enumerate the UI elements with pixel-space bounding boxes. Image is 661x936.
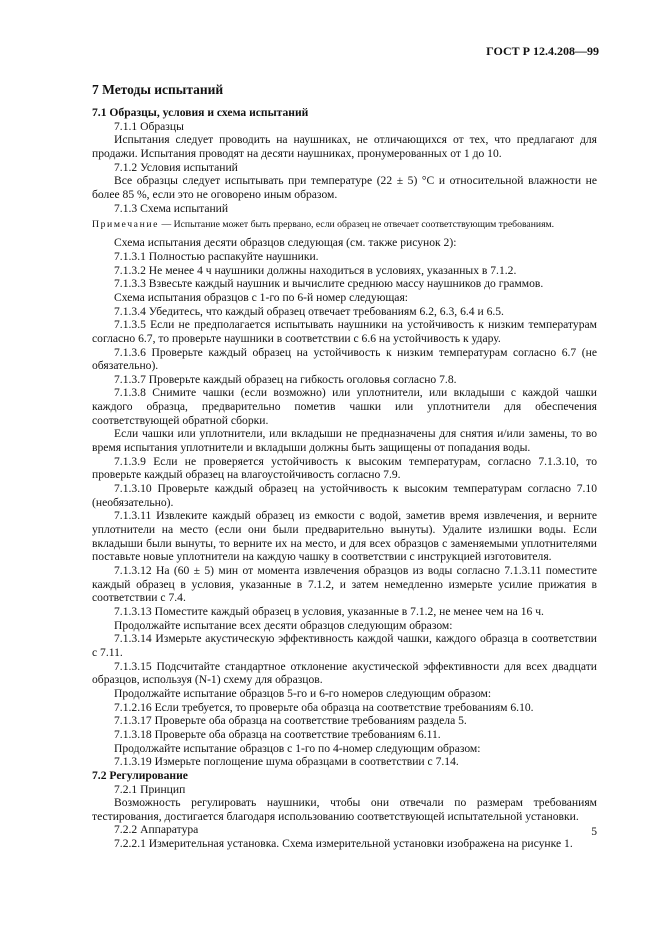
subsection-heading: 7.1 Образцы, условия и схема испытаний	[92, 106, 309, 119]
clause-item: 7.1.3.4 Убедитесь, что каждый образец отвечает требованиям 6.2, 6.3, 6.4 и 6.5.	[114, 304, 504, 318]
clause-heading: 7.1.2 Условия испытаний	[114, 160, 238, 174]
clause-item: 7.1.3.13 Поместите каждый образец в условия, указанные в 7.1.2, не менее чем на 16 ч.	[114, 604, 544, 618]
section-title: 7 Методы испытаний	[92, 82, 224, 97]
clause-item: 7.1.3.6 Проверьте каждый образец на устойчивость к низким температурам согласно 6.7 (не обязательно).	[92, 345, 597, 373]
clause-item: 7.1.2.16 Если требуется, то проверьте оба образца на соответствие требованиям 6.10.	[114, 700, 534, 714]
clause-item: 7.1.3.5 Если не предполагается испытывать наушники на устойчивость к низким температурам согласно 6.7, то проверьте наушники в соответствии с 6.6 на устойчивость к удару.	[92, 318, 597, 345]
paragraph: Продолжайте испытание всех десяти образцов следующим образом:	[114, 618, 453, 632]
clause-item: 7.1.3.10 Проверьте каждый образец на устойчивость к высоким температурам согласно 7.10 (необязательно).	[92, 482, 597, 509]
clause-item: 7.1.3.7 Проверьте каждый образец на гибкость оголовья согласно 7.8.	[114, 372, 457, 386]
document-body	[92, 82, 597, 851]
clause-item: 7.1.3.2 Не менее 4 ч наушники должны находиться в условиях, указанных в 7.1.2.	[114, 263, 517, 277]
page-number: 5	[591, 825, 597, 838]
standard-header: ГОСТ Р 12.4.208—99	[486, 44, 599, 58]
clause-item: 7.2.2.1 Измерительная установка. Схема измерительной установки изображена на рисунке 1.	[114, 837, 573, 851]
clause-item: 7.1.3.8 Снимите чашки (если возможно) или уплотнители, или вкладыши с каждой чашки каждого образца, предварительно пометив чашки или уплотнители для обеспечения соответствующей обратной сборки.	[92, 386, 597, 427]
note	[92, 219, 597, 231]
paragraph: Схема испытания десяти образцов следующая (см. также рисунок 2):	[114, 236, 457, 250]
paragraph: Испытания следует проводить на наушниках, не отличающихся от тех, что предлагают для продажи. Испытания проводят на десяти наушниках, пронумерованных от 1 до 10.	[92, 133, 597, 160]
clause-item: 7.1.3.3 Взвесьте каждый наушник и вычислите среднюю массу наушников до граммов.	[114, 277, 544, 291]
subsection-heading: 7.2 Регулирование	[92, 768, 188, 782]
paragraph: Схема испытания образцов с 1-го по 6-й номер следующая:	[114, 290, 409, 304]
clause-item: 7.1.3.1 Полностью распакуйте наушники.	[114, 249, 319, 263]
clause-item: 7.1.3.19 Измерьте поглощение шума образцами в соответствии с 7.14.	[114, 755, 459, 769]
clause-heading: 7.2.2 Аппаратура	[114, 823, 199, 837]
paragraph: Если чашки или уплотнители, или вкладыши не предназначены для снятия и/или замены, то во время испытания уплотнители и вкладыши должны быть защищены от попадания воды.	[92, 427, 597, 455]
note-label: Примечание	[92, 219, 160, 231]
paragraph: Продолжайте испытание образцов с 1-го по 4-номер следующим образом:	[114, 741, 481, 755]
clause-heading: 7.1.3 Схема испытаний	[114, 201, 229, 215]
clause-item: 7.1.3.17 Проверьте оба образца на соответствие требованиям раздела 5.	[114, 714, 467, 728]
clause-heading: 7.1.1 Образцы	[114, 119, 184, 133]
clause-item: 7.1.3.18 Проверьте оба образца на соответствие требованиям 6.11.	[114, 727, 441, 741]
clause-item: 7.1.3.11 Извлеките каждый образец из емкости с водой, заметив время извлечения, и верните уплотнители на место (если они были предварительно вынуты). Удалите излишки воды. Если вкладыши были вынуты, то верните их на место, и для всех образцов с заменяемыми уплотнителями поставьте новые уплотнители на каждую чашку в соответствии с инструкцией изготовителя.	[92, 509, 597, 564]
clause-item: 7.1.3.9 Если не проверяется устойчивость к высоким температурам, согласно 7.1.3.10, то проверьте каждый образец на влагоустойчивость согласно 7.9.	[92, 454, 597, 482]
clause-item: 7.1.3.14 Измерьте акустическую эффективность каждой чашки, каждого образца в соответствии с 7.11.	[92, 632, 597, 659]
paragraph: Все образцы следует испытывать при температуре (22 ± 5) °С и относительной влажности не более 85 %, если это не оговорено иным образом.	[92, 174, 597, 201]
clause-item: 7.1.3.12 На (60 ± 5) мин от момента извлечения образцов из воды согласно 7.1.3.11 поместите каждый образец в условия, указанные в 7.1.2, и затем немедленно измерьте усилие прижатия в соответствии с 7.4.	[92, 564, 597, 605]
clause-heading: 7.2.1 Принцип	[114, 782, 186, 796]
note-text: — Испытание может быть прервано, если образец не отвечает соответствующим требованиям.	[159, 219, 555, 231]
paragraph: Возможность регулировать наушники, чтобы они отвечали по размерам требованиям тестирования, достигается благодаря использованию соответствующей испытательной установки.	[92, 796, 597, 823]
clause-item: 7.1.3.15 Подсчитайте стандартное отклонение акустической эффективности для всех двадцати образцов, используя (N-1) схему для образцов.	[92, 659, 597, 687]
paragraph: Продолжайте испытание образцов 5-го и 6-го номеров следующим образом:	[114, 686, 492, 700]
